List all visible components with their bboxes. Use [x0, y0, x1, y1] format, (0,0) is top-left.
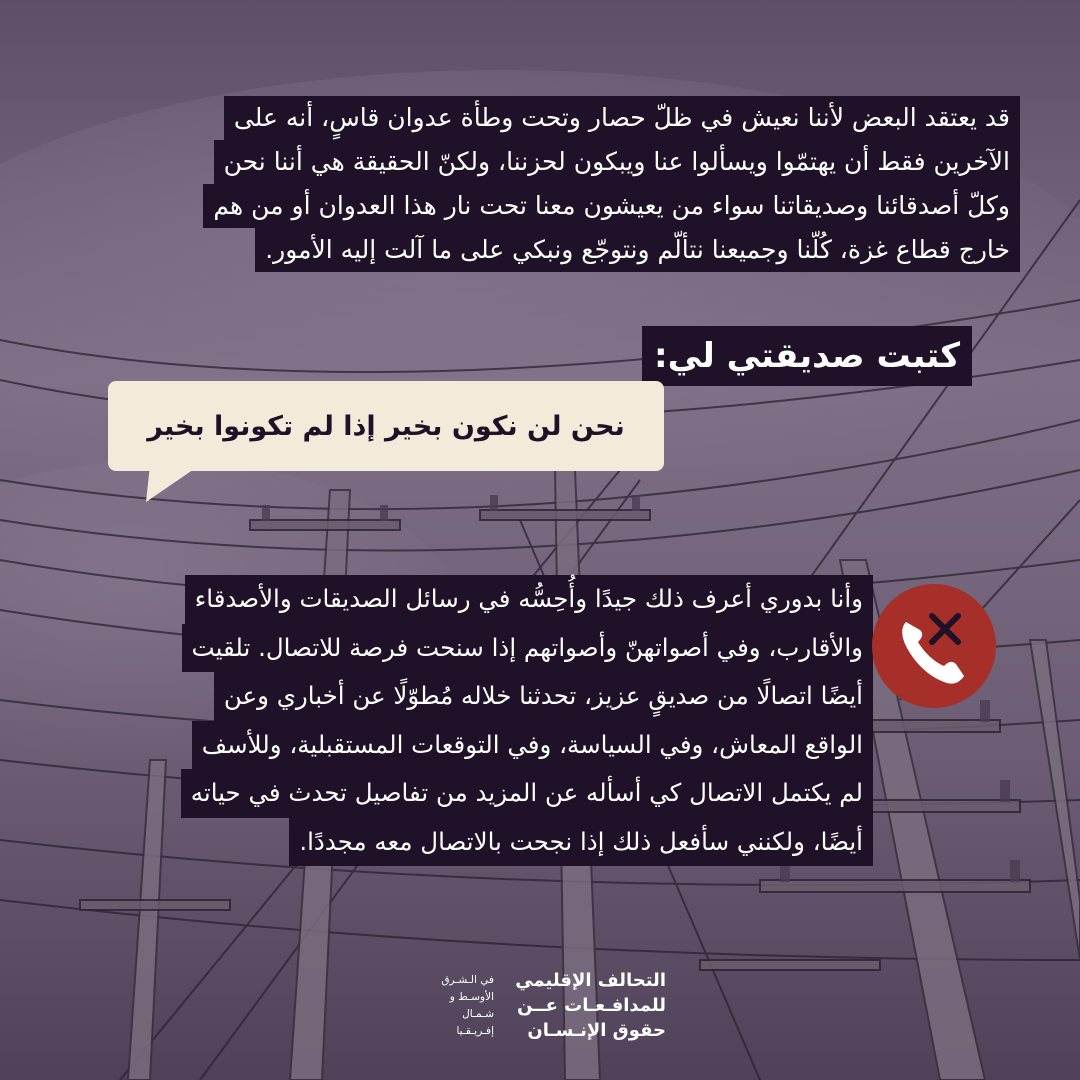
quote-text: نحن لن نكون بخير إذا لم تكونوا بخير: [147, 410, 625, 442]
intro-paragraph: [203, 96, 1020, 272]
organization-logo: [416, 968, 666, 1048]
intro-line: وكلّ أصدقائنا وصديقاتنا سواء من يعيشون معنا تحت نار هذا العدوان أو من هم: [203, 184, 1020, 228]
story-line: الواقع المعاش، وفي السياسة، وفي التوقعات المستقبلية، وللأسف: [192, 721, 873, 770]
story-line: لم يكتمل الاتصال كي أسأله عن المزيد من تفاصيل تحدث في حياته: [181, 769, 873, 818]
intro-line: خارج قطاع غزة، كُلّنا وجميعنا نتألّم ونتوجّع ونبكي على ما آلت إليه الأمور.: [255, 228, 1020, 272]
story-line: وأنا بدوري أعرف ذلك جيدًا وأُحِسُّه في رسائل الصديقات والأصدقاء: [185, 575, 873, 624]
story-line: أيضًا، ولكنني سأفعل ذلك إذا نجحت بالاتصال معه مجددًا.: [289, 818, 873, 867]
story-paragraph: [181, 575, 873, 866]
story-line: أيضًا اتصالًا من صديقٍ عزيز، تحدثنا خلاله مُطوّلًا عن أخباري وعن: [214, 672, 873, 721]
intro-line: قد يعتقد البعض لأننا نعيش في ظلّ حصار وتحت وطأة عدوان قاسٍ، أنه على: [224, 96, 1020, 140]
story-line: والأقارب، وفي أصواتهنّ وأصواتهم إذا سنحت فرصة للاتصال. تلقيت: [182, 624, 873, 673]
logo-region: في الـشـرق الأوسـط و شـمـال إفـريـقـيا: [441, 974, 494, 1037]
logo-title: التحالف الإقليمي للمدافـعـات عــن حقوق الإنـسـان: [515, 970, 666, 1041]
friend-heading: كتبت صديقتي لي:: [642, 326, 972, 386]
speech-bubble: [108, 381, 664, 471]
intro-line: الآخرين فقط أن يهتمّوا ويسألوا عنا ويبكون لحزننا، ولكنّ الحقيقة هي أننا نحن: [214, 140, 1020, 184]
call-failed-icon: [872, 584, 996, 708]
